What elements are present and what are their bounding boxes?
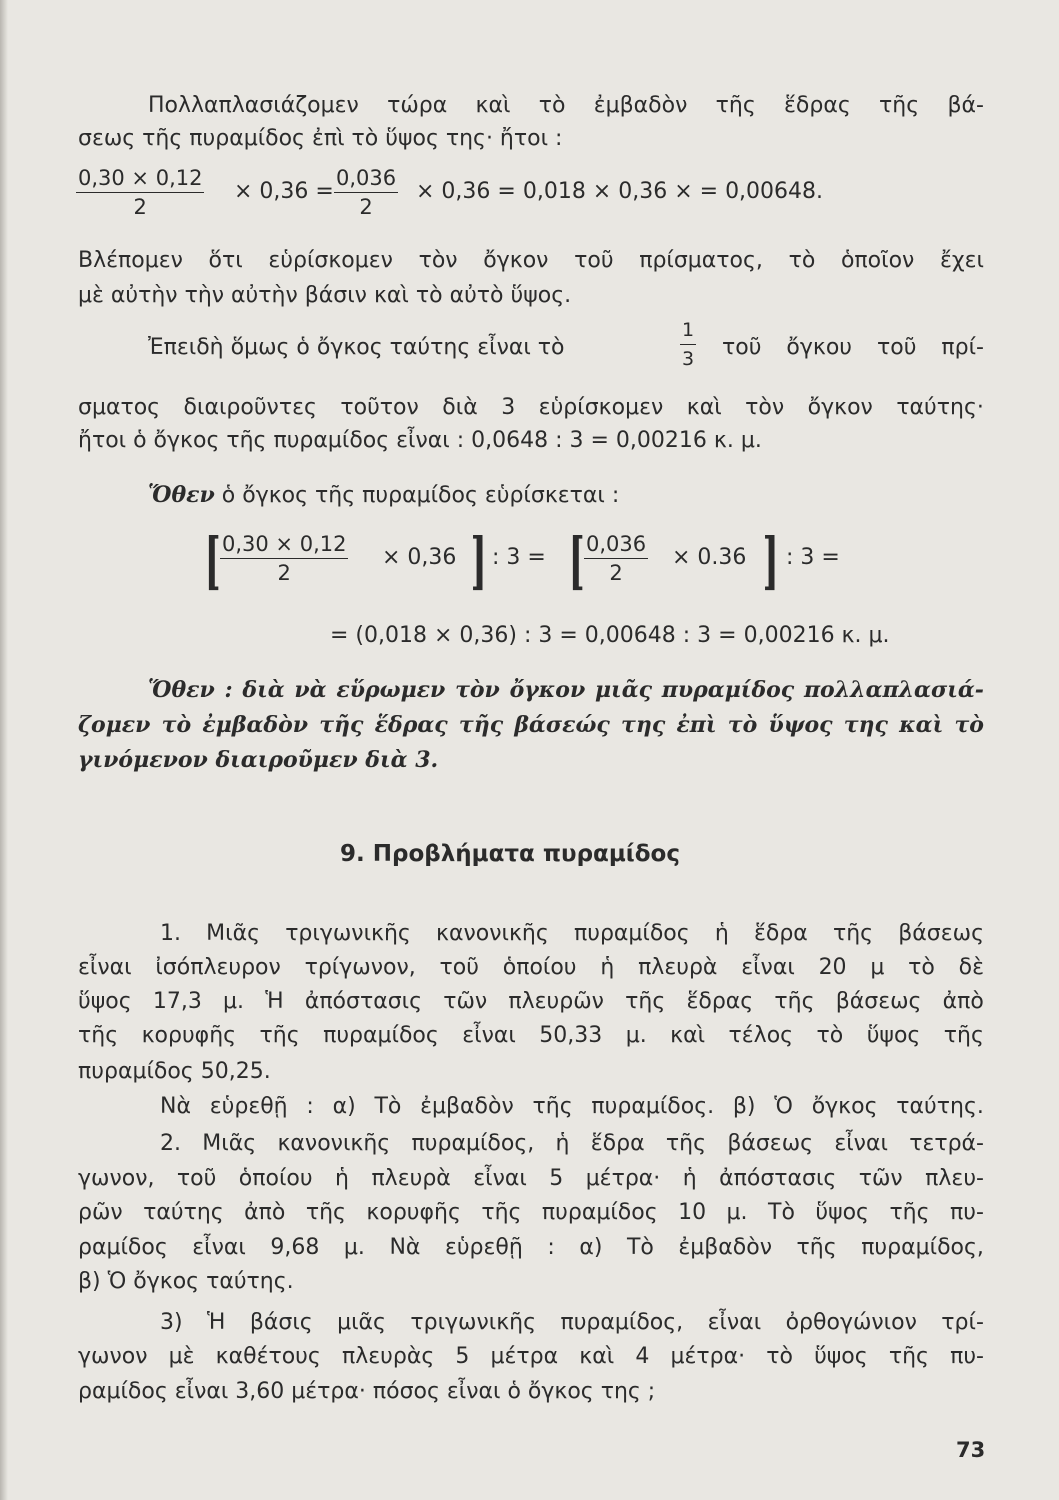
eq2-line-2: = (0,018 × 0,36) : 3 = 0,00648 : 3 = 0,00216 κ. μ. bbox=[330, 623, 890, 648]
intro-line-1 bbox=[148, 92, 984, 120]
word: Βλέπομεν bbox=[78, 248, 183, 273]
eq1-middle: × 0,36 = bbox=[234, 179, 334, 204]
word: ταύτης. bbox=[896, 1094, 984, 1119]
word: πυραμίδος, bbox=[411, 1131, 535, 1156]
problem2-line-4 bbox=[78, 1234, 984, 1262]
word: τοῦ bbox=[176, 1166, 217, 1191]
word: γωνον bbox=[78, 1344, 148, 1369]
word: 3) bbox=[160, 1310, 183, 1335]
word: ἕδρας bbox=[784, 93, 851, 118]
word: ὅτι bbox=[208, 248, 243, 273]
word: μ. bbox=[625, 1023, 647, 1048]
word: εἶναι bbox=[462, 1023, 516, 1048]
fraction-bar bbox=[220, 558, 348, 559]
word: εἶναι bbox=[707, 1310, 762, 1335]
word: τρί- bbox=[941, 1310, 984, 1335]
word: πλευρὰς bbox=[341, 1344, 435, 1369]
word: ὄγκος bbox=[811, 1094, 878, 1119]
word: κανονικῆς bbox=[277, 1131, 391, 1156]
word: 5 bbox=[455, 1344, 470, 1369]
word: μ. bbox=[726, 1200, 748, 1225]
word: ὁποῖον bbox=[840, 248, 915, 273]
word: ὄγκον bbox=[807, 395, 873, 420]
word: ὄγκον bbox=[509, 677, 586, 703]
eq2-mid-1: × 0,36 bbox=[382, 545, 457, 570]
word: εὑρεθῇ bbox=[209, 1094, 288, 1119]
word: ταύτης bbox=[143, 1200, 224, 1225]
word: ἡ bbox=[335, 1166, 349, 1191]
word: μιᾶς bbox=[594, 677, 653, 703]
para3-frac-numerator: 1 bbox=[682, 319, 695, 341]
word: τῆς bbox=[259, 1023, 300, 1048]
word: τῆς bbox=[532, 1094, 573, 1119]
eq1-f1-denominator: 2 bbox=[133, 195, 147, 219]
word: τὸ bbox=[766, 1344, 793, 1369]
word: Ἡ bbox=[265, 989, 284, 1014]
fraction-bar bbox=[76, 192, 204, 193]
problem2-line-1 bbox=[160, 1130, 984, 1158]
rule-line-1 bbox=[148, 676, 984, 704]
word: τῆς bbox=[319, 712, 364, 738]
word: καὶ bbox=[579, 1344, 615, 1369]
word: μέτρα bbox=[490, 1344, 559, 1369]
word: 2. bbox=[160, 1131, 181, 1156]
eq2-bracket-open-2: [ bbox=[568, 524, 585, 597]
word: ἕδρας bbox=[686, 989, 754, 1014]
word: τῆς bbox=[889, 1200, 930, 1225]
word: α) bbox=[579, 1235, 603, 1260]
word: εἶναι bbox=[78, 955, 132, 980]
eq1-tail: × 0,36 = 0,018 × 0,36 × = 0,00648. bbox=[416, 179, 824, 204]
word: τὸ bbox=[161, 712, 192, 738]
word: τῆς bbox=[458, 712, 504, 738]
word: ἀπόστασις bbox=[304, 989, 423, 1014]
word: βάσεως bbox=[835, 989, 922, 1014]
word: : bbox=[306, 1094, 314, 1119]
word: πυραμίδος. bbox=[591, 1094, 715, 1119]
fraction-bar bbox=[584, 558, 648, 559]
word: Νὰ bbox=[160, 1094, 191, 1119]
word: τῆς bbox=[796, 1235, 837, 1260]
word: μέτρα· bbox=[585, 1166, 661, 1191]
word: ὀρθογώνιον bbox=[785, 1310, 917, 1335]
word: τῆς bbox=[774, 989, 815, 1014]
word: τὸ bbox=[816, 1023, 844, 1048]
word: ὕψος bbox=[866, 1023, 921, 1048]
word: τὸ bbox=[727, 712, 758, 738]
word: ἐμβαδὸν bbox=[202, 712, 309, 738]
word: ἡ bbox=[555, 1131, 570, 1156]
word: μιᾶς bbox=[337, 1310, 386, 1335]
word: διὰ bbox=[442, 395, 478, 420]
word: δὲ bbox=[958, 955, 984, 980]
word: πλευ- bbox=[925, 1166, 984, 1191]
word: Τὸ bbox=[768, 1200, 795, 1225]
word: κανονικῆς bbox=[436, 921, 549, 946]
word: εὑρεθῇ bbox=[444, 1235, 523, 1260]
problem3-line-1 bbox=[160, 1309, 984, 1337]
para4-line bbox=[148, 481, 619, 510]
word: βά- bbox=[947, 93, 984, 118]
word: πρίσματος, bbox=[639, 248, 763, 273]
word: ἀπὸ bbox=[244, 1200, 286, 1225]
word: 5 bbox=[549, 1166, 564, 1191]
word: κορυφῆς bbox=[141, 1023, 237, 1048]
eq1-fraction-1 bbox=[76, 166, 204, 219]
word: εἶναι bbox=[192, 1235, 246, 1260]
word: ὁποίου bbox=[502, 955, 577, 980]
page-binding-shadow bbox=[0, 0, 8, 1500]
word: βάσεώς bbox=[514, 712, 610, 738]
word: ἕδρα bbox=[590, 1131, 645, 1156]
word: τῆς bbox=[832, 921, 874, 946]
eq2-fraction-2 bbox=[584, 532, 648, 585]
word: τῆς bbox=[879, 93, 920, 118]
eq2-end: : 3 = bbox=[786, 545, 840, 570]
word: σματος bbox=[78, 395, 161, 420]
word: ἀπόστασις bbox=[719, 1166, 837, 1191]
problem1-line-5: πυραμίδος 50,25. bbox=[78, 1059, 271, 1084]
word: τὸν bbox=[455, 677, 500, 703]
word: ρῶν bbox=[78, 1200, 123, 1225]
word: τέλος bbox=[728, 1023, 794, 1048]
word: τοῦ bbox=[439, 955, 479, 980]
word: ἐμβαδὸν bbox=[678, 1235, 773, 1260]
para2-line-1 bbox=[78, 247, 984, 275]
eq2-bracket-open-1: [ bbox=[204, 524, 221, 597]
problem1-line-4 bbox=[78, 1022, 984, 1050]
word: πυραμίδος bbox=[323, 1023, 439, 1048]
problem3-line-2 bbox=[78, 1343, 984, 1371]
eq2-mid-2: : 3 = bbox=[492, 545, 546, 570]
word: 9,68 bbox=[270, 1235, 320, 1260]
word: τῆς bbox=[715, 93, 756, 118]
word: τῶν bbox=[858, 1166, 903, 1191]
word: βάσεως bbox=[727, 1131, 814, 1156]
word: ραμίδος bbox=[78, 1235, 168, 1260]
word: τρίγωνον, bbox=[304, 955, 416, 980]
word: πυ- bbox=[950, 1200, 984, 1225]
word: ἐμβαδὸν bbox=[420, 1094, 514, 1119]
eq2-f1-denominator: 2 bbox=[277, 561, 291, 585]
word: ὕψος bbox=[814, 1344, 868, 1369]
word: καὶ bbox=[686, 395, 722, 420]
rule-line-3: γινόμενον διαιροῦμεν διὰ 3. bbox=[78, 747, 439, 773]
word: τώρα bbox=[387, 93, 448, 118]
rule-line-2 bbox=[78, 711, 984, 739]
word: πλευρὰ bbox=[371, 1166, 451, 1191]
problem2-line-3 bbox=[78, 1199, 984, 1227]
word: ὄγκου bbox=[786, 335, 853, 360]
word: ἀπὸ bbox=[942, 989, 984, 1014]
word: α) bbox=[332, 1094, 356, 1119]
word: Τὸ bbox=[626, 1235, 654, 1260]
word: ἡ bbox=[682, 1166, 697, 1191]
word: καὶ bbox=[475, 93, 511, 118]
word: Νὰ bbox=[389, 1235, 421, 1260]
word: τριγωνικῆς bbox=[285, 921, 411, 946]
page-number: 73 bbox=[956, 1438, 986, 1462]
eq1-fraction-2 bbox=[334, 166, 398, 219]
word: τῶν bbox=[443, 989, 488, 1014]
word: τῆς bbox=[888, 1344, 929, 1369]
eq1-f1-numerator: 0,30 × 0,12 bbox=[78, 166, 203, 190]
word: πυ- bbox=[950, 1344, 984, 1369]
word: τῆς bbox=[481, 1200, 522, 1225]
word: τῆς bbox=[943, 1023, 984, 1048]
fraction-bar bbox=[680, 344, 696, 345]
word: εὑρίσκομεν bbox=[538, 395, 664, 420]
word: ἔχει bbox=[939, 248, 984, 273]
word: ἕδρα bbox=[753, 921, 808, 946]
word: εἶναι bbox=[473, 1166, 527, 1191]
word: πυραμίδος bbox=[573, 921, 690, 946]
word: ταύτης· bbox=[896, 395, 984, 420]
word: Ἡ bbox=[207, 1310, 226, 1335]
word: εὑρίσκομεν bbox=[268, 248, 393, 273]
word: τὸ bbox=[538, 93, 566, 118]
word: τριγωνικῆς bbox=[410, 1310, 537, 1335]
word: Ὁ bbox=[774, 1094, 793, 1119]
word: ἡ bbox=[714, 921, 729, 946]
word: εὕρωμεν bbox=[336, 677, 446, 703]
para3-frac-denominator: 3 bbox=[682, 348, 695, 370]
word: πυραμίδος, bbox=[861, 1235, 984, 1260]
word: καθέτους bbox=[215, 1344, 321, 1369]
word: ὕψος bbox=[768, 712, 833, 738]
word: ἡ bbox=[600, 955, 615, 980]
problem1-line-1 bbox=[160, 920, 984, 948]
word: πλευρῶν bbox=[508, 989, 604, 1014]
word: τὸ bbox=[908, 955, 935, 980]
word: βάσεως bbox=[898, 921, 984, 946]
word: τῆς bbox=[665, 1131, 707, 1156]
word: πυραμίδος, bbox=[560, 1310, 684, 1335]
problem1-line-2 bbox=[78, 954, 984, 982]
word: κορυφῆς bbox=[366, 1200, 461, 1225]
word: τοῦ bbox=[722, 335, 762, 360]
eq1-f2-denominator: 2 bbox=[359, 195, 373, 219]
word: καὶ bbox=[670, 1023, 706, 1048]
word: τετρά- bbox=[909, 1131, 984, 1156]
word: ἐπὶ bbox=[676, 712, 717, 738]
eq2-bracket-close-1: ] bbox=[470, 524, 487, 597]
para3-line-1-post bbox=[722, 334, 984, 362]
word: νὰ bbox=[294, 677, 327, 703]
word: τοῦ bbox=[876, 335, 917, 360]
word: τὸ bbox=[954, 712, 984, 738]
problem1-line-3 bbox=[78, 988, 984, 1016]
eq2-fraction-1 bbox=[220, 532, 348, 585]
para4-lead: Ὅθεν bbox=[148, 482, 215, 508]
word: : bbox=[224, 677, 233, 703]
word: πυραμίδος bbox=[661, 677, 795, 703]
word: μ. bbox=[343, 1235, 365, 1260]
problem2-line-5: β) Ὁ ὄγκος ταύτης. bbox=[78, 1269, 294, 1294]
eq2-mid-3: × 0.36 bbox=[672, 545, 747, 570]
word: της bbox=[621, 712, 666, 738]
word: 4 bbox=[635, 1344, 650, 1369]
word: 20 bbox=[818, 955, 847, 980]
para3-line-3: ἤτοι ὁ ὄγκος τῆς πυραμίδος εἶναι : 0,0648 : 3 = 0,00216 κ. μ. bbox=[78, 428, 762, 453]
word: ὄγκον bbox=[483, 248, 549, 273]
word: τοῦτον bbox=[340, 395, 419, 420]
word: ὕψος bbox=[815, 1200, 869, 1225]
word: τὸν bbox=[745, 395, 785, 420]
word: διὰ bbox=[242, 677, 285, 703]
para3-line-1-pre: Ἐπειδὴ ὅμως ὁ ὄγκος ταύτης εἶναι τὸ bbox=[148, 335, 565, 360]
word: πολλαπλασιά- bbox=[803, 677, 984, 703]
word: εἶναι bbox=[741, 955, 795, 980]
word: ὁποίου bbox=[238, 1166, 313, 1191]
para3-fraction-one-third bbox=[680, 318, 696, 371]
word: τὸν bbox=[418, 248, 458, 273]
word: 50,33 bbox=[539, 1023, 603, 1048]
problem3-line-3: ραμίδος εἶναι 3,60 μέτρα· πόσος εἶναι ὁ ὄγκος της ; bbox=[78, 1379, 656, 1404]
word: μέτρα· bbox=[670, 1344, 746, 1369]
para3-line-2 bbox=[78, 394, 984, 422]
word: Μιᾶς bbox=[206, 921, 261, 946]
word: τῆς bbox=[305, 1200, 346, 1225]
word: ὕψος bbox=[78, 989, 132, 1014]
problem2-line-2 bbox=[78, 1165, 984, 1193]
eq1-f2-numerator: 0,036 bbox=[336, 166, 397, 190]
eq2-f1-numerator: 0,30 × 0,12 bbox=[222, 532, 347, 556]
word: βάσις bbox=[249, 1310, 313, 1335]
word: τοῦ bbox=[574, 248, 614, 273]
word: εἶναι bbox=[834, 1131, 888, 1156]
word: Τὸ bbox=[374, 1094, 402, 1119]
word: πρί- bbox=[941, 335, 984, 360]
section-heading: 9. Προβλήματα πυραμίδος bbox=[340, 841, 680, 867]
word: ἐμβαδὸν bbox=[593, 93, 688, 118]
word: διαιροῦντες bbox=[183, 395, 317, 420]
word: ἕδρας bbox=[374, 712, 448, 738]
fraction-bar bbox=[334, 192, 398, 193]
word: 10 bbox=[678, 1200, 707, 1225]
eq2-bracket-close-2: ] bbox=[762, 524, 779, 597]
word: Ὅθεν bbox=[148, 677, 215, 703]
word: 1. bbox=[160, 921, 181, 946]
word: Πολλαπλασιάζομεν bbox=[148, 93, 359, 118]
word: καὶ bbox=[899, 712, 944, 738]
word: τῆς bbox=[625, 989, 666, 1014]
word: 17,3 bbox=[152, 989, 202, 1014]
word: β) bbox=[732, 1094, 756, 1119]
para2-line-2: μὲ αὐτὴν τὴν αὐτὴν βάσιν καὶ τὸ αὐτὸ ὕψος. bbox=[78, 283, 572, 308]
intro-line-2: σεως τῆς πυραμίδος ἐπὶ τὸ ὕψος της· ἤτοι : bbox=[78, 126, 563, 151]
word: τῆς bbox=[78, 1023, 119, 1048]
problem1-line-6 bbox=[160, 1093, 984, 1121]
word: πυραμίδος bbox=[541, 1200, 658, 1225]
word: Μιᾶς bbox=[202, 1131, 257, 1156]
word: μ. bbox=[223, 989, 245, 1014]
word: της bbox=[843, 712, 888, 738]
word: ἰσόπλευρον bbox=[155, 955, 281, 980]
eq2-f2-denominator: 2 bbox=[609, 561, 623, 585]
word: : bbox=[547, 1235, 555, 1260]
word: μ bbox=[870, 955, 885, 980]
eq2-f2-numerator: 0,036 bbox=[586, 532, 647, 556]
word: 3 bbox=[501, 395, 516, 420]
word: ζομεν bbox=[78, 712, 151, 738]
word: μὲ bbox=[168, 1344, 195, 1369]
word: γωνον, bbox=[78, 1166, 155, 1191]
para4-rest: ὁ ὄγκος τῆς πυραμίδος εὑρίσκεται : bbox=[221, 483, 620, 508]
word: πλευρὰ bbox=[638, 955, 718, 980]
word: τὸ bbox=[788, 248, 816, 273]
